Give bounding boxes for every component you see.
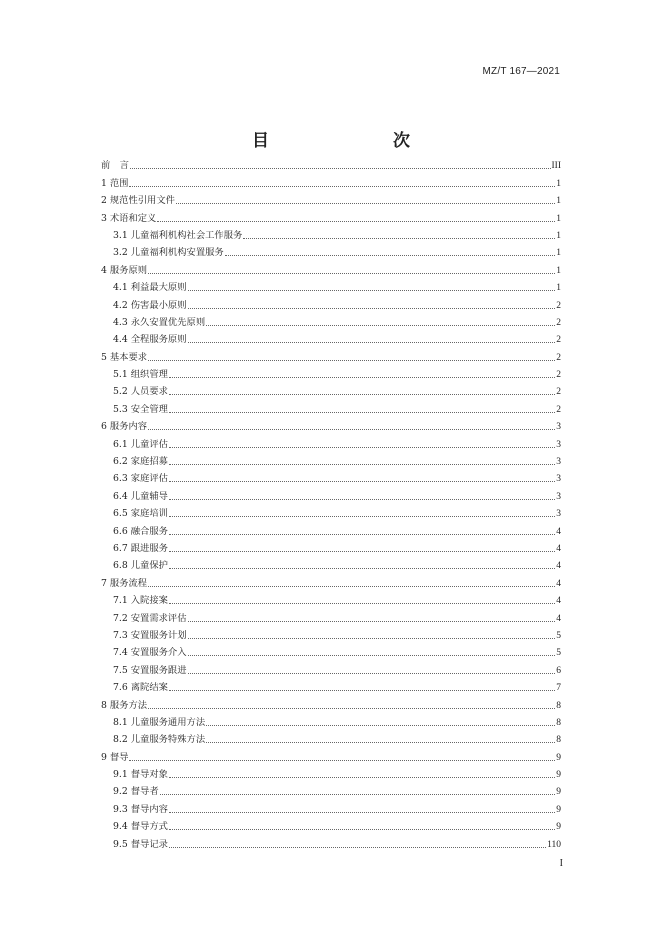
toc-dot-leader: [169, 515, 555, 517]
toc-dot-leader: [188, 672, 556, 674]
toc-entry[interactable]: [101, 572, 561, 589]
toc-entry-label: 3.1 儿童福利机构社会工作服务: [113, 229, 243, 241]
toc-entry[interactable]: [101, 677, 561, 694]
toc-dot-leader: [188, 654, 556, 656]
toc-dot-leader: [169, 846, 546, 848]
toc-entry-label: 4 服务原则: [101, 264, 148, 276]
toc-entry-page: 2: [556, 404, 561, 415]
toc-entry[interactable]: [101, 625, 561, 642]
toc-entry-page: 1: [556, 265, 561, 276]
toc-entry-page: III: [551, 161, 561, 172]
toc-dot-leader: [188, 620, 556, 622]
toc-entry[interactable]: [101, 833, 561, 850]
toc-entry-page: 8: [556, 700, 561, 711]
toc-entry-label: 5.1 组织管理: [113, 369, 168, 381]
toc-dot-leader: [148, 359, 555, 361]
toc-entry-label: 7.6 离院结案: [113, 682, 168, 694]
toc-entry[interactable]: [101, 381, 561, 398]
toc-dot-leader: [188, 341, 556, 343]
toc-dot-leader: [169, 446, 555, 448]
toc-entry-page: 2: [556, 335, 561, 346]
toc-entry-label: 1 范围: [101, 177, 129, 189]
toc-dot-leader: [148, 585, 555, 587]
toc-dot-leader: [169, 498, 555, 500]
toc-entry[interactable]: [101, 155, 561, 172]
toc-dot-leader: [206, 724, 555, 726]
standard-code: MZ/T 167—2021: [482, 66, 560, 77]
toc-entry-page: 8: [556, 735, 561, 746]
toc-entry-page: 4: [556, 526, 561, 537]
toc-entry[interactable]: [101, 242, 561, 259]
toc-entry-page: 1: [556, 230, 561, 241]
toc-entry-page: 4: [556, 596, 561, 607]
toc-entry-page: 2: [556, 300, 561, 311]
toc-entry-label: 4.1 利益最大原则: [113, 282, 187, 294]
toc-entry[interactable]: [101, 659, 561, 676]
toc-dot-leader: [148, 428, 555, 430]
toc-entry-label: 9.4 督导方式: [113, 821, 168, 833]
toc-entry[interactable]: [101, 781, 561, 798]
toc-dot-leader: [188, 289, 556, 291]
toc-entry[interactable]: [101, 816, 561, 833]
toc-dot-leader: [169, 776, 555, 778]
toc-entry-label: 4.4 全程服务原则: [113, 334, 187, 346]
toc-dot-leader: [188, 307, 556, 309]
toc-entry[interactable]: [101, 346, 561, 363]
toc-entry-page: 9: [556, 804, 561, 815]
toc-dot-leader: [169, 533, 555, 535]
toc-dot-leader: [169, 411, 555, 413]
toc-entry[interactable]: [101, 712, 561, 729]
toc-entry-label: 前 言: [101, 160, 129, 172]
toc-entry[interactable]: [101, 746, 561, 763]
toc-entry-page: 4: [556, 561, 561, 572]
toc-entry-page: 9: [556, 752, 561, 763]
toc-dot-leader: [169, 376, 555, 378]
toc-dot-leader: [169, 463, 555, 465]
toc-entry-page: 1: [556, 196, 561, 207]
toc-entry-label: 7.1 入院接案: [113, 595, 168, 607]
toc-entry-page: 3: [556, 457, 561, 468]
toc-entry-label: 6.4 儿童辅导: [113, 490, 168, 502]
toc-entry-label: 9.2 督导者: [113, 786, 159, 798]
toc-entry-page: 2: [556, 317, 561, 328]
toc-entry[interactable]: [101, 398, 561, 415]
toc-entry-page: 2: [556, 387, 561, 398]
toc-entry-label: 2 规范性引用文件: [101, 195, 175, 207]
toc-entry[interactable]: [101, 312, 561, 329]
toc-entry-label: 7 服务流程: [101, 577, 148, 589]
toc-entry-page: 6: [556, 665, 561, 676]
toc-entry-label: 3 术语和定义: [101, 212, 157, 224]
toc-entry-label: 6.8 儿童保护: [113, 560, 168, 572]
table-of-contents: [101, 155, 561, 851]
toc-entry[interactable]: [101, 172, 561, 189]
toc-entry-label: 5.3 安全管理: [113, 403, 168, 415]
toc-entry-label: 5 基本要求: [101, 351, 148, 363]
toc-entry[interactable]: [101, 451, 561, 468]
toc-entry-label: 9.3 督导内容: [113, 803, 168, 815]
toc-entry[interactable]: [101, 416, 561, 433]
toc-dot-leader: [160, 793, 556, 795]
toc-entry[interactable]: [101, 798, 561, 815]
toc-entry-label: 5.2 人员要求: [113, 386, 168, 398]
toc-dot-leader: [206, 324, 555, 326]
toc-dot-leader: [169, 689, 555, 691]
toc-entry-page: 1: [556, 178, 561, 189]
toc-dot-leader: [148, 272, 555, 274]
toc-dot-leader: [130, 167, 551, 169]
toc-entry-page: 2: [556, 370, 561, 381]
toc-entry-page: 110: [547, 839, 561, 850]
toc-entry-label: 9 督导: [101, 751, 129, 763]
toc-entry-page: 3: [556, 422, 561, 433]
toc-dot-leader: [176, 202, 555, 204]
toc-entry[interactable]: [101, 764, 561, 781]
toc-entry-label: 6.6 融合服务: [113, 525, 168, 537]
toc-entry-page: 9: [556, 822, 561, 833]
toc-entry-label: 8 服务方法: [101, 699, 148, 711]
toc-entry[interactable]: [101, 277, 561, 294]
toc-dot-leader: [188, 637, 556, 639]
toc-entry-page: 2: [556, 352, 561, 363]
toc-entry[interactable]: [101, 729, 561, 746]
toc-entry[interactable]: [101, 364, 561, 381]
toc-entry-page: 5: [556, 648, 561, 659]
toc-entry-page: 5: [556, 630, 561, 641]
toc-entry-label: 8.1 儿童服务通用方法: [113, 716, 206, 728]
toc-entry[interactable]: [101, 259, 561, 276]
toc-dot-leader: [169, 602, 555, 604]
toc-entry-page: 7: [556, 683, 561, 694]
toc-entry-label: 3.2 儿童福利机构安置服务: [113, 247, 224, 259]
toc-entry-label: 6.3 家庭评估: [113, 473, 168, 485]
toc-entry[interactable]: [101, 207, 561, 224]
toc-dot-leader: [129, 759, 555, 761]
toc-entry[interactable]: [101, 555, 561, 572]
toc-entry-label: 7.5 安置服务跟进: [113, 664, 187, 676]
toc-entry[interactable]: [101, 694, 561, 711]
toc-entry[interactable]: [101, 468, 561, 485]
toc-entry[interactable]: [101, 642, 561, 659]
toc-entry-page: 3: [556, 439, 561, 450]
toc-entry-label: 7.2 安置需求评估: [113, 612, 187, 624]
toc-dot-leader: [169, 480, 555, 482]
toc-entry-label: 7.3 安置服务计划: [113, 629, 187, 641]
toc-entry-label: 9.5 督导记录: [113, 838, 168, 850]
toc-entry-label: 4.3 永久安置优先原则: [113, 316, 206, 328]
toc-dot-leader: [169, 393, 555, 395]
toc-dot-leader: [129, 185, 555, 187]
toc-entry[interactable]: [101, 607, 561, 624]
toc-entry[interactable]: [101, 590, 561, 607]
toc-entry-page: 3: [556, 474, 561, 485]
toc-entry[interactable]: [101, 503, 561, 520]
toc-entry-label: 6.5 家庭培训: [113, 508, 168, 520]
toc-entry-label: 6.7 跟进服务: [113, 542, 168, 554]
toc-dot-leader: [243, 237, 555, 239]
toc-dot-leader: [169, 550, 555, 552]
page-title: 目 次: [252, 131, 440, 151]
toc-entry-label: 6.1 儿童评估: [113, 438, 168, 450]
toc-entry[interactable]: [101, 225, 561, 242]
toc-dot-leader: [157, 220, 555, 222]
toc-entry-page: 3: [556, 509, 561, 520]
toc-entry-page: 1: [556, 283, 561, 294]
toc-entry[interactable]: [101, 485, 561, 502]
toc-dot-leader: [225, 254, 556, 256]
toc-entry-label: 4.2 伤害最小原则: [113, 299, 187, 311]
toc-entry-page: 1: [556, 213, 561, 224]
toc-entry-label: 9.1 督导对象: [113, 769, 168, 781]
page-number: I: [559, 858, 563, 869]
toc-dot-leader: [169, 828, 555, 830]
toc-entry-page: 1: [556, 248, 561, 259]
toc-dot-leader: [169, 567, 555, 569]
toc-entry-page: 4: [556, 578, 561, 589]
toc-dot-leader: [169, 811, 555, 813]
toc-entry-label: 7.4 安置服务介入: [113, 647, 187, 659]
toc-entry-page: 8: [556, 717, 561, 728]
toc-entry[interactable]: [101, 433, 561, 450]
toc-entry-label: 8.2 儿童服务特殊方法: [113, 734, 206, 746]
toc-entry-label: 6.2 家庭招募: [113, 456, 168, 468]
toc-dot-leader: [206, 741, 555, 743]
toc-dot-leader: [148, 707, 555, 709]
toc-entry[interactable]: [101, 294, 561, 311]
toc-entry-page: 4: [556, 613, 561, 624]
toc-entry-page: 9: [556, 787, 561, 798]
toc-entry-label: 6 服务内容: [101, 421, 148, 433]
toc-entry[interactable]: [101, 329, 561, 346]
toc-entry-page: 4: [556, 543, 561, 554]
toc-entry[interactable]: [101, 190, 561, 207]
toc-entry-page: 3: [556, 491, 561, 502]
toc-entry[interactable]: [101, 538, 561, 555]
toc-entry-page: 9: [556, 770, 561, 781]
toc-entry[interactable]: [101, 520, 561, 537]
